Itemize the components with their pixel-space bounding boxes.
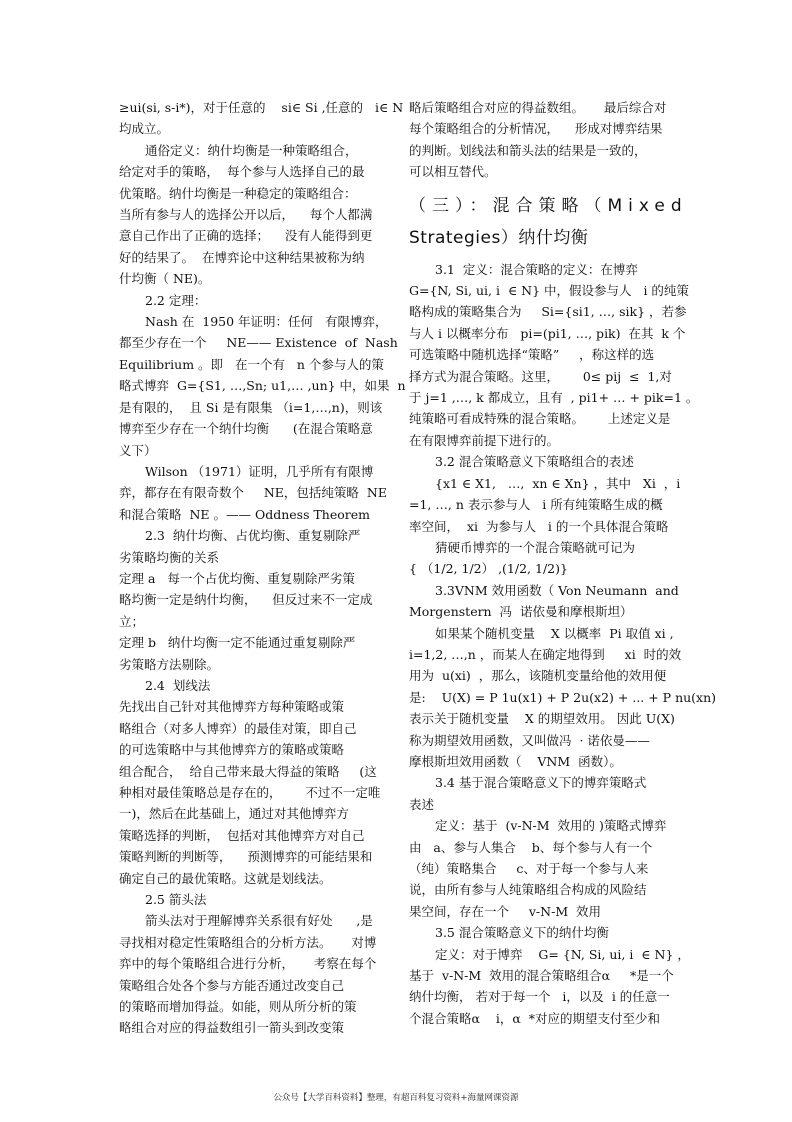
text-line: 略均衡一定是纳什均衡， 但反过来不一定成 <box>119 592 373 608</box>
text-line: 2.4 划线法 <box>145 677 211 693</box>
text-line: 定义：对于博弈 G= {N, Si, ui, i ∈ N} ， <box>435 946 690 962</box>
text-line: 和混合策略 NE 。—— Oddness Theorem <box>119 506 370 522</box>
text-line: 策略选择的判断， 包括对其他博弈方对自己 <box>119 827 365 843</box>
text-line: 3.3VNM 效用函数（ Von Neumann and <box>435 582 679 598</box>
text-line: 都至少存在一个 NE—— Existence of Nash <box>119 335 398 351</box>
text-line: 择方式为混合策略。这里， 0≤ pij ≤ 1,对 <box>409 368 672 384</box>
text-line: 当所有参与人的选择公开以后， 每个人都满 <box>119 207 373 223</box>
text-line: 3.4 基于混合策略意义下的博弈策略式 <box>435 775 647 791</box>
text-line: 定义：基于 (v-N-M 效用的 )策略式博弈 <box>435 818 667 834</box>
text-line: 表示关于随机变量 X 的期望效用。 因此 U(X) <box>409 711 675 727</box>
text-line: 优策略。纳什均衡是一种稳定的策略组合： <box>119 185 357 201</box>
text-line: 果空间，存在一个 v-N-M 效用 <box>409 903 602 919</box>
text-line: 给定对手的策略， 每个参与人选择自己的最 <box>119 164 365 180</box>
text-line: 3.5 混合策略意义下的纳什均衡 <box>435 925 609 941</box>
text-line: 弈，都存在有限奇数个 NE，包括纯策略 NE <box>119 485 387 501</box>
text-line: 纯策略可看成特殊的混合策略。 上述定义是 <box>409 411 671 427</box>
text-line: 的判断。划线法和箭头法的结果是一致的， <box>409 142 647 158</box>
text-line: 3.2 混合策略意义下策略组合的表述 <box>435 454 634 470</box>
text-line: Wilson （1971）证明，几乎所有有限博 <box>145 463 374 479</box>
text-line: 可以相互替代。 <box>409 164 497 180</box>
text-line: 每个策略组合的分析情况， 形成对博弈结果 <box>409 121 663 137</box>
text-line: 好的结果了。 在博弈论中这种结果被称为纳 <box>119 249 365 265</box>
text-line: 摩根斯坦效用函数（ VNM 函数）。 <box>409 753 622 769</box>
text-line: 用为 u(xi) ，那么，该随机变量给他的效用便 <box>409 668 667 684</box>
text-line: 可选策略中随机选择“策略” ，称这样的选 <box>409 347 655 363</box>
text-line: =1, …, n 表示参与人 i 所有纯策略生成的概 <box>409 497 663 513</box>
text-line: 率空间， xi 为参与人 i 的一个具体混合策略 <box>409 518 669 534</box>
text-line: 是: U(X) = P 1u(x1) + P 2u(x2) + ... + P nu(xn) <box>409 689 717 705</box>
text-line: { （1/2, 1/2） ,(1/2, 1/2)} <box>409 561 568 577</box>
text-line: 略构成的策略集合为 Si={si1, …, sik} ，若参 <box>409 304 687 320</box>
text-line: 在有限博弈前提下进行的。 <box>409 432 560 448</box>
text-line: 如果某个随机变量 X 以概率 Pi 取值 xi , <box>435 625 674 641</box>
left-column <box>119 97 406 1039</box>
right-column-bottom <box>409 259 717 1030</box>
text-line: 一)，然后在此基础上，通过对其他博弈方 <box>119 806 349 822</box>
text-line: 种相对最佳策略总是存在的， 不过不一定唯 <box>119 785 381 800</box>
text-line: （纯）策略集合 c、对于每一个参与人来 <box>409 861 649 876</box>
text-line: 纳什均衡， 若对于每一个 i，以及 i 的任意一 <box>409 989 670 1005</box>
text-line: Equilibrium 。即 在一个有 n 个参与人的策 <box>119 356 384 372</box>
text-line: Nash 在 1950 年证明：任何 有限博弈， <box>145 314 388 330</box>
text-line: 策略判断的判断等， 预测博弈的可能结果和 <box>119 849 373 865</box>
text-line: {x1 ∈ X1, …, xn ∈ Xn} ，其中 Xi ，i <box>435 475 681 491</box>
text-line: 是有限的， 且 Si 是有限集 （i=1,…,n)，则该 <box>119 399 383 415</box>
text-line: 策略组合处各个参与方能否通过改变自己 <box>119 977 345 993</box>
text-line: 个混合策略α i，α *对应的期望支付至少和 <box>409 1010 660 1026</box>
text-line: 3.1 定义：混合策略的定义：在博弈 <box>435 261 638 277</box>
text-line: 均成立。 <box>119 121 170 137</box>
text-line: ≥ui(si, s-i*)，对于任意的 si∈ Si ,任意的 i∈ N <box>119 100 404 115</box>
text-line: i=1,2, …,n ，而某人在确定地得到 xi 时的效 <box>409 646 682 662</box>
text-line: 表述 <box>409 796 435 812</box>
text-line: 的可选策略中与其他博弈方的策略或策略 <box>119 742 345 758</box>
text-line: 猜硬币博弈的一个混合策略就可记为 <box>435 539 636 555</box>
text-line: 劣策略方法剔除。 <box>119 656 220 672</box>
text-line: 什均衡（ NE)。 <box>119 271 211 287</box>
text-line: 略组合（对多人博弈）的最佳对策，即自己 <box>119 720 357 736</box>
text-line: 2.5 箭头法 <box>145 892 207 908</box>
text-line: 略组合对应的得益数组引一箭头到改变策 <box>119 1020 345 1036</box>
text-line: 确定自己的最优策略。这就是划线法。 <box>119 870 332 886</box>
page-footer: 公众号【大学百科资料】整理，有超百科复习资料+海量网课资源 <box>273 1093 519 1103</box>
text-line: 义下） <box>119 442 157 458</box>
right-column-top <box>409 97 674 183</box>
text-line: 劣策略均衡的关系 <box>119 549 220 565</box>
section-heading-line2: Strategies）纳什均衡 <box>409 227 589 248</box>
text-line: 定理 b 纳什均衡一定不能通过重复剔除严 <box>119 635 356 651</box>
text-line: 略后策略组合对应的得益数组。 最后综合对 <box>409 100 667 115</box>
text-line: 意自己作出了正确的选择； 没有人能得到更 <box>119 228 373 244</box>
text-line: 基于 v-N-M 效用的混合策略组合α *是一个 <box>409 968 674 984</box>
text-line: 先找出自己针对其他博弈方每种策略或策 <box>119 699 345 715</box>
text-line: 箭头法对于理解博弈关系很有好处 ,是 <box>145 913 373 929</box>
text-line: Morgenstern 冯 诺依曼和摩根斯坦） <box>409 604 633 620</box>
text-line: 称为期望效用函数，又叫做冯 · 诺依曼—— <box>409 732 650 748</box>
text-line: 与人 i 以概率分布 pi=(pi1, …, pik) 在其 k 个 <box>409 325 686 341</box>
text-line: 组合配合， 给自己带来最大得益的策略 (这 <box>119 763 377 779</box>
text-line: 说，由所有参与人纯策略组合构成的风险结 <box>409 882 647 898</box>
text-line: 2.3 纳什均衡、占优均衡、重复剔除严 <box>145 528 361 544</box>
text-line: 通俗定义：纳什均衡是一种策略组合， <box>145 142 358 158</box>
text-line: 的策略而增加得益。如能，则从所分析的策 <box>119 999 357 1015</box>
text-line: G={N, Si, ui, i ∈ N} 中，假设参与人 i 的纯策 <box>409 283 689 299</box>
text-line: 寻找相对稳定性策略组合的分析方法。 对博 <box>119 934 377 950</box>
text-line: 定理 a 每一个占优均衡、重复剔除严劣策 <box>119 570 355 586</box>
section-heading-line1: （三）：混合策略（Mixed <box>409 195 688 216</box>
text-line: 由 a、参与人集合 b、每个参与人有一个 <box>409 839 653 855</box>
text-line: 2.2 定理： <box>145 292 207 308</box>
text-line: 弈中的每个策略组合进行分析， 考察在每个 <box>119 956 377 972</box>
text-line: 立； <box>119 613 145 629</box>
right-column <box>409 97 717 1029</box>
text-line: 博弈至少存在一个纳什均衡 (在混合策略意 <box>119 421 373 437</box>
text-line: 于 j=1 ,…, k 都成立，且有 , pi1+ … + pik=1 。 <box>409 390 699 406</box>
text-line: 略式博弈 G={S1, …,Sn; u1,… ,un} 中，如果 n <box>119 378 406 394</box>
